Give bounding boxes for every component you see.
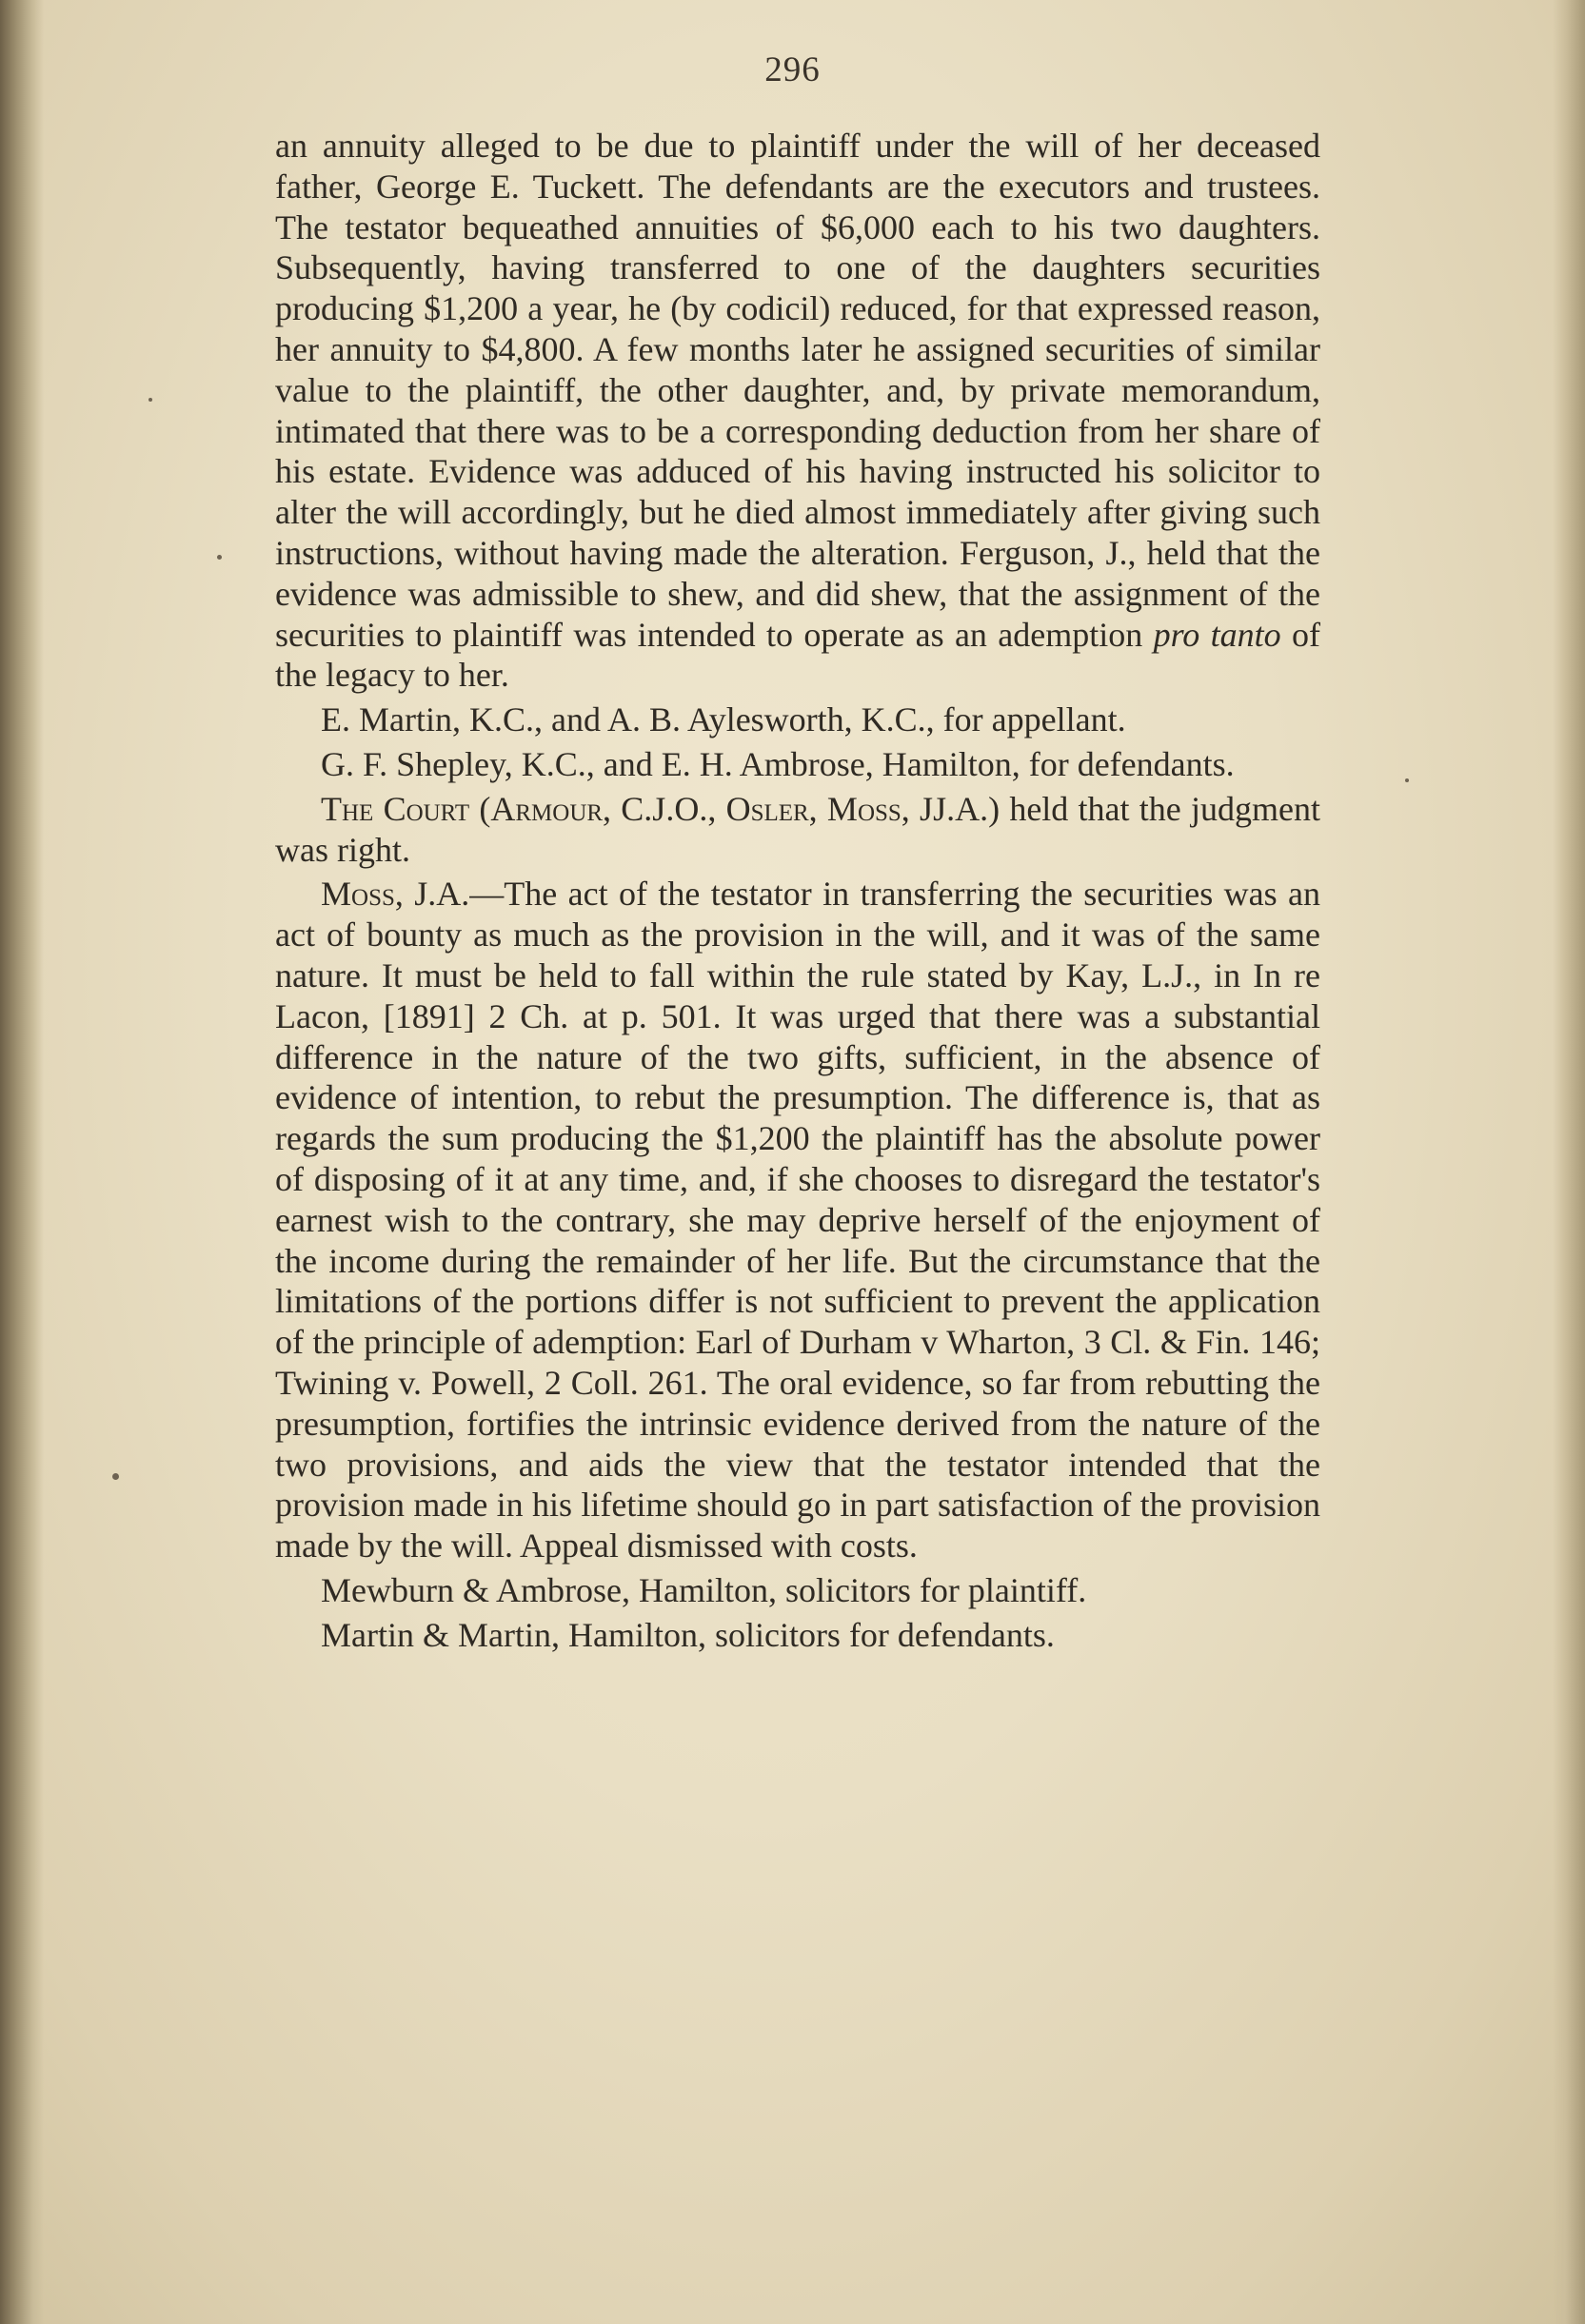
paper-speck — [1405, 778, 1409, 782]
court-holding: held that the judgment was right. — [275, 789, 1320, 869]
summary-text: an annuity alleged to be due to plaintiff under the will of her deceased father, George E. Tuckett. The defendants are the executors and trustees. The testator bequeathed annuities of $6,000 each to his two daughters. Subsequently, having transferred to one of the daughters securities producing $1,200 a year, he (by codicil) reduced, for that expressed reason, her annuity to $4,800. A few months later he assigned securities of similar value to the plaintiff, the other daughter, and, by private memorandum, intimated that there was to be a corresponding deduction from her share of his estate. Evidence was adduced of his having instructed his solicitor to alter the will accordingly, but he died almost immediately after giving such instructions, without having made the alteration. Ferguson, J., held that the evidence was admissible to shew, and did shew, that the assignment of the securities to plaintiff was intended to operate as an ademption — [275, 127, 1320, 654]
case-summary-paragraph — [275, 126, 1320, 696]
latin-phrase: pro tanto — [1153, 615, 1281, 654]
page-binding-shadow — [0, 0, 44, 2324]
court-holding-paragraph — [275, 789, 1320, 871]
paper-speck — [112, 1473, 119, 1480]
paper-speck — [217, 555, 222, 560]
page-number: 296 — [764, 50, 821, 89]
counsel-for-defendants: G. F. Shepley, K.C., and E. H. Ambrose, Hamilton, for defendants. — [321, 744, 1235, 783]
judgment-paragraph — [275, 874, 1320, 1566]
solicitors-for-plaintiff: Mewburn & Ambrose, Hamilton, solicitors for plaintiff. — [321, 1570, 1087, 1609]
counsel-for-appellant: E. Martin, K.C., and A. B. Aylesworth, K.C., for appellant. — [321, 700, 1126, 739]
judge-name: Moss, J.A. — [321, 875, 470, 914]
court-bench: The Court (Armour, C.J.O., Osler, Moss, JJ.A.) — [321, 789, 1001, 828]
judgment-text: —The act of the testator in transferring the securities was an act of bounty as much as the provision in the will, and it was of the same nature. It must be held to fall within the rule stated by Kay, L.J., in In re Lacon, [1891] 2 Ch. at p. 501. It was urged that there was a substantial difference in the nature of the two gifts, sufficient, in the absence of evidence of intention, to rebut the presumption. The difference is, that as regards the sum producing the $1,200 the plaintiff has the absolute power of disposing of it at any time, and, if she chooses to disregard the testator's earnest wish to the contrary, she may deprive herself of the enjoyment of the income during the remainder of her life. But the circumstance that the limitations of the portions differ is not sufficient to prevent the application of the principle of ademption: Earl of Durham v Wharton, 3 Cl. & Fin. 146; Twining v. Powell, 2 Coll. 261. The oral evidence, so far from rebutting the presumption, fortifies the intrinsic evidence derived from the nature of the two provisions, and aids the view that the testator intended that the provision made in his lifetime should go in part satisfaction of the provision made by the will. Appeal dismissed with costs. — [275, 875, 1320, 1566]
body-text — [275, 126, 1320, 1659]
paper-speck — [149, 398, 152, 402]
page-edge-shadow — [1553, 0, 1585, 2324]
summary-text-end: of the legacy to her. — [275, 615, 1320, 695]
solicitors-for-defendants: Martin & Martin, Hamilton, solicitors for defendants. — [321, 1615, 1055, 1654]
